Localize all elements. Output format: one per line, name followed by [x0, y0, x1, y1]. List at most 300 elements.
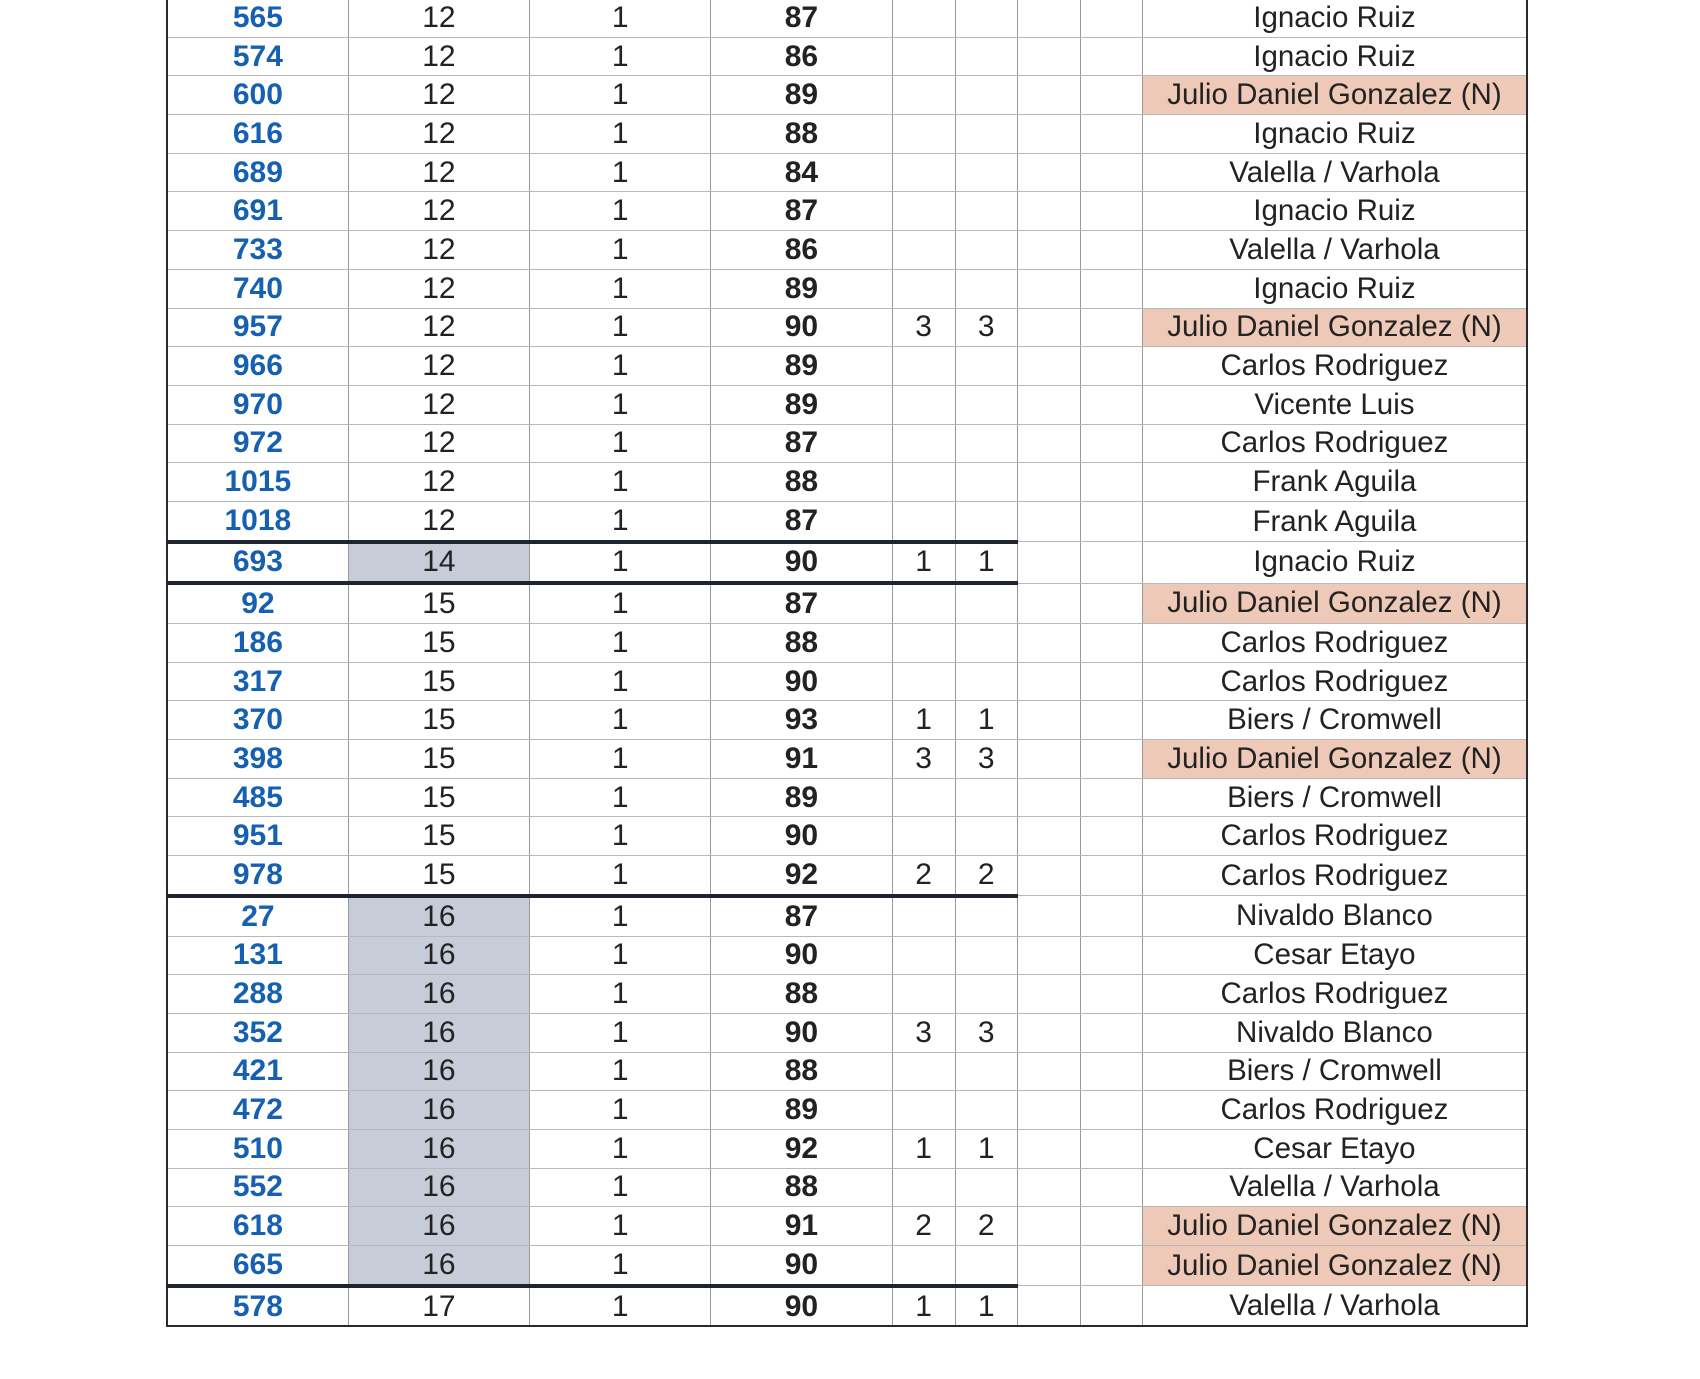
- rank-b-cell: 1: [955, 542, 1017, 584]
- entry-id-cell: 691: [167, 192, 348, 231]
- table-row: [167, 624, 1527, 663]
- table-row: [167, 778, 1527, 817]
- table-row: [167, 37, 1527, 76]
- group-cell: 17: [348, 1286, 529, 1327]
- count-cell: 1: [530, 975, 711, 1014]
- count-cell: 1: [530, 76, 711, 115]
- table-row: [167, 308, 1527, 347]
- empty-cell: [1080, 424, 1142, 463]
- table-row: [167, 1246, 1527, 1286]
- rank-b-cell: [955, 1246, 1017, 1286]
- count-cell: 1: [530, 624, 711, 663]
- group-cell: 15: [348, 856, 529, 896]
- table-body: [167, 0, 1527, 1326]
- rank-b-cell: [955, 0, 1017, 37]
- empty-cell: [1017, 424, 1080, 463]
- entry-id-cell: 398: [167, 740, 348, 779]
- empty-cell: [1080, 1129, 1142, 1168]
- table-row: [167, 192, 1527, 231]
- score-cell: 89: [711, 778, 892, 817]
- rank-a-cell: 1: [892, 701, 955, 740]
- count-cell: 1: [530, 1246, 711, 1286]
- rank-a-cell: [892, 115, 955, 154]
- table-row: [167, 385, 1527, 424]
- group-cell: 15: [348, 740, 529, 779]
- empty-cell: [1080, 1091, 1142, 1130]
- count-cell: 1: [530, 501, 711, 541]
- rank-a-cell: 1: [892, 542, 955, 584]
- table-row: [167, 740, 1527, 779]
- score-cell: 87: [711, 0, 892, 37]
- group-cell: 12: [348, 347, 529, 386]
- rank-a-cell: [892, 1052, 955, 1091]
- count-cell: 1: [530, 1168, 711, 1207]
- rank-a-cell: [892, 975, 955, 1014]
- entry-id-cell: 693: [167, 542, 348, 584]
- empty-cell: [1017, 817, 1080, 856]
- empty-cell: [1017, 463, 1080, 502]
- empty-cell: [1080, 1207, 1142, 1246]
- score-cell: 87: [711, 424, 892, 463]
- table-row: [167, 936, 1527, 975]
- score-cell: 89: [711, 385, 892, 424]
- exhibitor-name-cell: Frank Aguila: [1142, 501, 1527, 541]
- exhibitor-name-cell: Nivaldo Blanco: [1142, 1013, 1527, 1052]
- empty-cell: [1080, 701, 1142, 740]
- table-row: [167, 0, 1527, 37]
- count-cell: 1: [530, 896, 711, 936]
- group-cell: 12: [348, 463, 529, 502]
- group-cell: 15: [348, 817, 529, 856]
- score-cell: 88: [711, 975, 892, 1014]
- count-cell: 1: [530, 0, 711, 37]
- group-cell: 15: [348, 778, 529, 817]
- rank-b-cell: 2: [955, 856, 1017, 896]
- score-cell: 88: [711, 1168, 892, 1207]
- count-cell: 1: [530, 385, 711, 424]
- group-cell: 15: [348, 624, 529, 663]
- rank-b-cell: [955, 896, 1017, 936]
- empty-cell: [1017, 308, 1080, 347]
- entry-id-cell: 578: [167, 1286, 348, 1327]
- rank-a-cell: [892, 76, 955, 115]
- exhibitor-name-cell: Nivaldo Blanco: [1142, 896, 1527, 936]
- group-cell: 16: [348, 936, 529, 975]
- score-cell: 90: [711, 1246, 892, 1286]
- rank-b-cell: [955, 37, 1017, 76]
- table-row: [167, 1129, 1527, 1168]
- group-cell: 12: [348, 385, 529, 424]
- rank-b-cell: [955, 1091, 1017, 1130]
- score-cell: 88: [711, 463, 892, 502]
- group-cell: 16: [348, 1013, 529, 1052]
- empty-cell: [1017, 1013, 1080, 1052]
- group-cell: 12: [348, 153, 529, 192]
- rank-a-cell: [892, 896, 955, 936]
- empty-cell: [1017, 37, 1080, 76]
- exhibitor-name-cell: Julio Daniel Gonzalez (N): [1142, 308, 1527, 347]
- count-cell: 1: [530, 424, 711, 463]
- rank-b-cell: [955, 817, 1017, 856]
- exhibitor-name-cell: Valella / Varhola: [1142, 1168, 1527, 1207]
- empty-cell: [1080, 231, 1142, 270]
- results-table: [166, 0, 1528, 1327]
- entry-id-cell: 352: [167, 1013, 348, 1052]
- score-cell: 86: [711, 37, 892, 76]
- rank-b-cell: 1: [955, 1286, 1017, 1327]
- group-cell: 12: [348, 192, 529, 231]
- entry-id-cell: 552: [167, 1168, 348, 1207]
- rank-b-cell: 1: [955, 701, 1017, 740]
- group-cell: 12: [348, 37, 529, 76]
- score-cell: 91: [711, 740, 892, 779]
- table-row: [167, 347, 1527, 386]
- group-cell: 16: [348, 975, 529, 1014]
- empty-cell: [1080, 308, 1142, 347]
- empty-cell: [1080, 0, 1142, 37]
- group-cell: 16: [348, 1168, 529, 1207]
- empty-cell: [1017, 385, 1080, 424]
- entry-id-cell: 689: [167, 153, 348, 192]
- rank-a-cell: [892, 1168, 955, 1207]
- empty-cell: [1080, 542, 1142, 584]
- score-cell: 87: [711, 192, 892, 231]
- exhibitor-name-cell: Vicente Luis: [1142, 385, 1527, 424]
- entry-id-cell: 972: [167, 424, 348, 463]
- empty-cell: [1080, 153, 1142, 192]
- group-cell: 12: [348, 115, 529, 154]
- exhibitor-name-cell: Ignacio Ruiz: [1142, 0, 1527, 37]
- rank-b-cell: [955, 936, 1017, 975]
- exhibitor-name-cell: Biers / Cromwell: [1142, 778, 1527, 817]
- exhibitor-name-cell: Julio Daniel Gonzalez (N): [1142, 1246, 1527, 1286]
- count-cell: 1: [530, 1207, 711, 1246]
- empty-cell: [1017, 1246, 1080, 1286]
- rank-a-cell: 1: [892, 1129, 955, 1168]
- count-cell: 1: [530, 115, 711, 154]
- entry-id-cell: 27: [167, 896, 348, 936]
- count-cell: 1: [530, 583, 711, 623]
- score-cell: 90: [711, 662, 892, 701]
- exhibitor-name-cell: Valella / Varhola: [1142, 1286, 1527, 1327]
- rank-b-cell: [955, 153, 1017, 192]
- table-row: [167, 583, 1527, 623]
- rank-b-cell: [955, 1052, 1017, 1091]
- empty-cell: [1080, 115, 1142, 154]
- rank-b-cell: [955, 1168, 1017, 1207]
- entry-id-cell: 740: [167, 269, 348, 308]
- empty-cell: [1080, 347, 1142, 386]
- rank-b-cell: [955, 115, 1017, 154]
- table-row: [167, 153, 1527, 192]
- count-cell: 1: [530, 463, 711, 502]
- table-row: [167, 701, 1527, 740]
- empty-cell: [1080, 1246, 1142, 1286]
- entry-id-cell: 574: [167, 37, 348, 76]
- exhibitor-name-cell: Carlos Rodriguez: [1142, 424, 1527, 463]
- score-cell: 86: [711, 231, 892, 270]
- entry-id-cell: 472: [167, 1091, 348, 1130]
- count-cell: 1: [530, 662, 711, 701]
- rank-a-cell: [892, 231, 955, 270]
- group-cell: 15: [348, 662, 529, 701]
- count-cell: 1: [530, 1286, 711, 1327]
- table-row: [167, 896, 1527, 936]
- group-cell: 12: [348, 76, 529, 115]
- rank-b-cell: [955, 76, 1017, 115]
- count-cell: 1: [530, 1091, 711, 1130]
- rank-a-cell: [892, 1091, 955, 1130]
- table-row: [167, 662, 1527, 701]
- empty-cell: [1017, 76, 1080, 115]
- count-cell: 1: [530, 1013, 711, 1052]
- rank-a-cell: [892, 817, 955, 856]
- rank-a-cell: 3: [892, 740, 955, 779]
- table-row: [167, 1207, 1527, 1246]
- rank-a-cell: [892, 936, 955, 975]
- score-cell: 89: [711, 76, 892, 115]
- group-cell: 12: [348, 501, 529, 541]
- count-cell: 1: [530, 153, 711, 192]
- count-cell: 1: [530, 308, 711, 347]
- rank-a-cell: [892, 583, 955, 623]
- rank-a-cell: 1: [892, 1286, 955, 1327]
- score-cell: 92: [711, 856, 892, 896]
- empty-cell: [1017, 1091, 1080, 1130]
- rank-b-cell: [955, 192, 1017, 231]
- exhibitor-name-cell: Carlos Rodriguez: [1142, 624, 1527, 663]
- exhibitor-name-cell: Ignacio Ruiz: [1142, 542, 1527, 584]
- empty-cell: [1080, 624, 1142, 663]
- group-cell: 12: [348, 0, 529, 37]
- rank-a-cell: [892, 385, 955, 424]
- rank-a-cell: [892, 192, 955, 231]
- score-cell: 88: [711, 1052, 892, 1091]
- table-row: [167, 463, 1527, 502]
- entry-id-cell: 510: [167, 1129, 348, 1168]
- empty-cell: [1017, 1129, 1080, 1168]
- table-row: [167, 269, 1527, 308]
- table-row: [167, 1168, 1527, 1207]
- score-cell: 91: [711, 1207, 892, 1246]
- rank-b-cell: [955, 662, 1017, 701]
- empty-cell: [1017, 778, 1080, 817]
- exhibitor-name-cell: Biers / Cromwell: [1142, 1052, 1527, 1091]
- entry-id-cell: 616: [167, 115, 348, 154]
- exhibitor-name-cell: Carlos Rodriguez: [1142, 975, 1527, 1014]
- count-cell: 1: [530, 1129, 711, 1168]
- empty-cell: [1080, 192, 1142, 231]
- rank-b-cell: 1: [955, 1129, 1017, 1168]
- score-cell: 84: [711, 153, 892, 192]
- rank-b-cell: 3: [955, 1013, 1017, 1052]
- entry-id-cell: 131: [167, 936, 348, 975]
- table-row: [167, 542, 1527, 584]
- empty-cell: [1080, 896, 1142, 936]
- empty-cell: [1080, 936, 1142, 975]
- group-cell: 16: [348, 1207, 529, 1246]
- empty-cell: [1017, 1207, 1080, 1246]
- count-cell: 1: [530, 1052, 711, 1091]
- score-cell: 87: [711, 583, 892, 623]
- rank-a-cell: 2: [892, 856, 955, 896]
- empty-cell: [1080, 1013, 1142, 1052]
- group-cell: 12: [348, 308, 529, 347]
- group-cell: 16: [348, 1246, 529, 1286]
- entry-id-cell: 618: [167, 1207, 348, 1246]
- count-cell: 1: [530, 269, 711, 308]
- entry-id-cell: 733: [167, 231, 348, 270]
- empty-cell: [1017, 1052, 1080, 1091]
- entry-id-cell: 1018: [167, 501, 348, 541]
- group-cell: 16: [348, 1091, 529, 1130]
- exhibitor-name-cell: Valella / Varhola: [1142, 231, 1527, 270]
- score-cell: 90: [711, 936, 892, 975]
- rank-b-cell: [955, 778, 1017, 817]
- table-row: [167, 817, 1527, 856]
- empty-cell: [1017, 856, 1080, 896]
- count-cell: 1: [530, 778, 711, 817]
- entry-id-cell: 421: [167, 1052, 348, 1091]
- rank-a-cell: [892, 501, 955, 541]
- empty-cell: [1080, 583, 1142, 623]
- empty-cell: [1017, 347, 1080, 386]
- table-row: [167, 975, 1527, 1014]
- score-cell: 90: [711, 1286, 892, 1327]
- score-cell: 89: [711, 269, 892, 308]
- rank-a-cell: [892, 153, 955, 192]
- rank-a-cell: 3: [892, 1013, 955, 1052]
- empty-cell: [1017, 936, 1080, 975]
- empty-cell: [1017, 153, 1080, 192]
- exhibitor-name-cell: Valella / Varhola: [1142, 153, 1527, 192]
- empty-cell: [1080, 778, 1142, 817]
- empty-cell: [1017, 701, 1080, 740]
- table-row: [167, 231, 1527, 270]
- table-row: [167, 1286, 1527, 1327]
- entry-id-cell: 978: [167, 856, 348, 896]
- exhibitor-name-cell: Ignacio Ruiz: [1142, 269, 1527, 308]
- table-row: [167, 856, 1527, 896]
- exhibitor-name-cell: Carlos Rodriguez: [1142, 347, 1527, 386]
- rank-b-cell: [955, 463, 1017, 502]
- table-row: [167, 1013, 1527, 1052]
- exhibitor-name-cell: Cesar Etayo: [1142, 936, 1527, 975]
- count-cell: 1: [530, 817, 711, 856]
- rank-a-cell: [892, 0, 955, 37]
- exhibitor-name-cell: Biers / Cromwell: [1142, 701, 1527, 740]
- rank-a-cell: [892, 624, 955, 663]
- empty-cell: [1017, 192, 1080, 231]
- rank-a-cell: 3: [892, 308, 955, 347]
- exhibitor-name-cell: Julio Daniel Gonzalez (N): [1142, 583, 1527, 623]
- empty-cell: [1080, 975, 1142, 1014]
- rank-a-cell: [892, 463, 955, 502]
- exhibitor-name-cell: Carlos Rodriguez: [1142, 662, 1527, 701]
- rank-b-cell: [955, 269, 1017, 308]
- count-cell: 1: [530, 347, 711, 386]
- empty-cell: [1080, 1168, 1142, 1207]
- rank-b-cell: [955, 231, 1017, 270]
- count-cell: 1: [530, 192, 711, 231]
- rank-b-cell: [955, 624, 1017, 663]
- rank-a-cell: [892, 269, 955, 308]
- group-cell: 16: [348, 1052, 529, 1091]
- rank-b-cell: 3: [955, 308, 1017, 347]
- score-cell: 90: [711, 1013, 892, 1052]
- count-cell: 1: [530, 231, 711, 270]
- rank-a-cell: 2: [892, 1207, 955, 1246]
- empty-cell: [1017, 975, 1080, 1014]
- empty-cell: [1017, 662, 1080, 701]
- empty-cell: [1080, 269, 1142, 308]
- empty-cell: [1080, 740, 1142, 779]
- empty-cell: [1080, 662, 1142, 701]
- exhibitor-name-cell: Julio Daniel Gonzalez (N): [1142, 76, 1527, 115]
- empty-cell: [1017, 269, 1080, 308]
- entry-id-cell: 966: [167, 347, 348, 386]
- rank-a-cell: [892, 662, 955, 701]
- exhibitor-name-cell: Carlos Rodriguez: [1142, 1091, 1527, 1130]
- score-cell: 88: [711, 115, 892, 154]
- entry-id-cell: 186: [167, 624, 348, 663]
- entry-id-cell: 317: [167, 662, 348, 701]
- group-cell: 15: [348, 583, 529, 623]
- rank-a-cell: [892, 778, 955, 817]
- empty-cell: [1080, 76, 1142, 115]
- rank-b-cell: 3: [955, 740, 1017, 779]
- exhibitor-name-cell: Cesar Etayo: [1142, 1129, 1527, 1168]
- empty-cell: [1017, 501, 1080, 541]
- table-row: [167, 115, 1527, 154]
- exhibitor-name-cell: Ignacio Ruiz: [1142, 192, 1527, 231]
- entry-id-cell: 92: [167, 583, 348, 623]
- group-cell: 14: [348, 542, 529, 584]
- score-cell: 90: [711, 542, 892, 584]
- rank-a-cell: [892, 37, 955, 76]
- table-row: [167, 1052, 1527, 1091]
- score-cell: 90: [711, 817, 892, 856]
- entry-id-cell: 970: [167, 385, 348, 424]
- empty-cell: [1017, 583, 1080, 623]
- score-cell: 89: [711, 347, 892, 386]
- entry-id-cell: 288: [167, 975, 348, 1014]
- empty-cell: [1017, 624, 1080, 663]
- entry-id-cell: 957: [167, 308, 348, 347]
- empty-cell: [1080, 501, 1142, 541]
- count-cell: 1: [530, 701, 711, 740]
- empty-cell: [1017, 740, 1080, 779]
- entry-id-cell: 665: [167, 1246, 348, 1286]
- entry-id-cell: 565: [167, 0, 348, 37]
- score-cell: 90: [711, 308, 892, 347]
- empty-cell: [1080, 1052, 1142, 1091]
- rank-b-cell: [955, 424, 1017, 463]
- entry-id-cell: 370: [167, 701, 348, 740]
- score-cell: 87: [711, 896, 892, 936]
- empty-cell: [1080, 817, 1142, 856]
- empty-cell: [1017, 542, 1080, 584]
- group-cell: 16: [348, 1129, 529, 1168]
- empty-cell: [1017, 231, 1080, 270]
- score-cell: 89: [711, 1091, 892, 1130]
- entry-id-cell: 485: [167, 778, 348, 817]
- empty-cell: [1017, 0, 1080, 37]
- exhibitor-name-cell: Carlos Rodriguez: [1142, 817, 1527, 856]
- score-cell: 92: [711, 1129, 892, 1168]
- group-cell: 15: [348, 701, 529, 740]
- group-cell: 16: [348, 896, 529, 936]
